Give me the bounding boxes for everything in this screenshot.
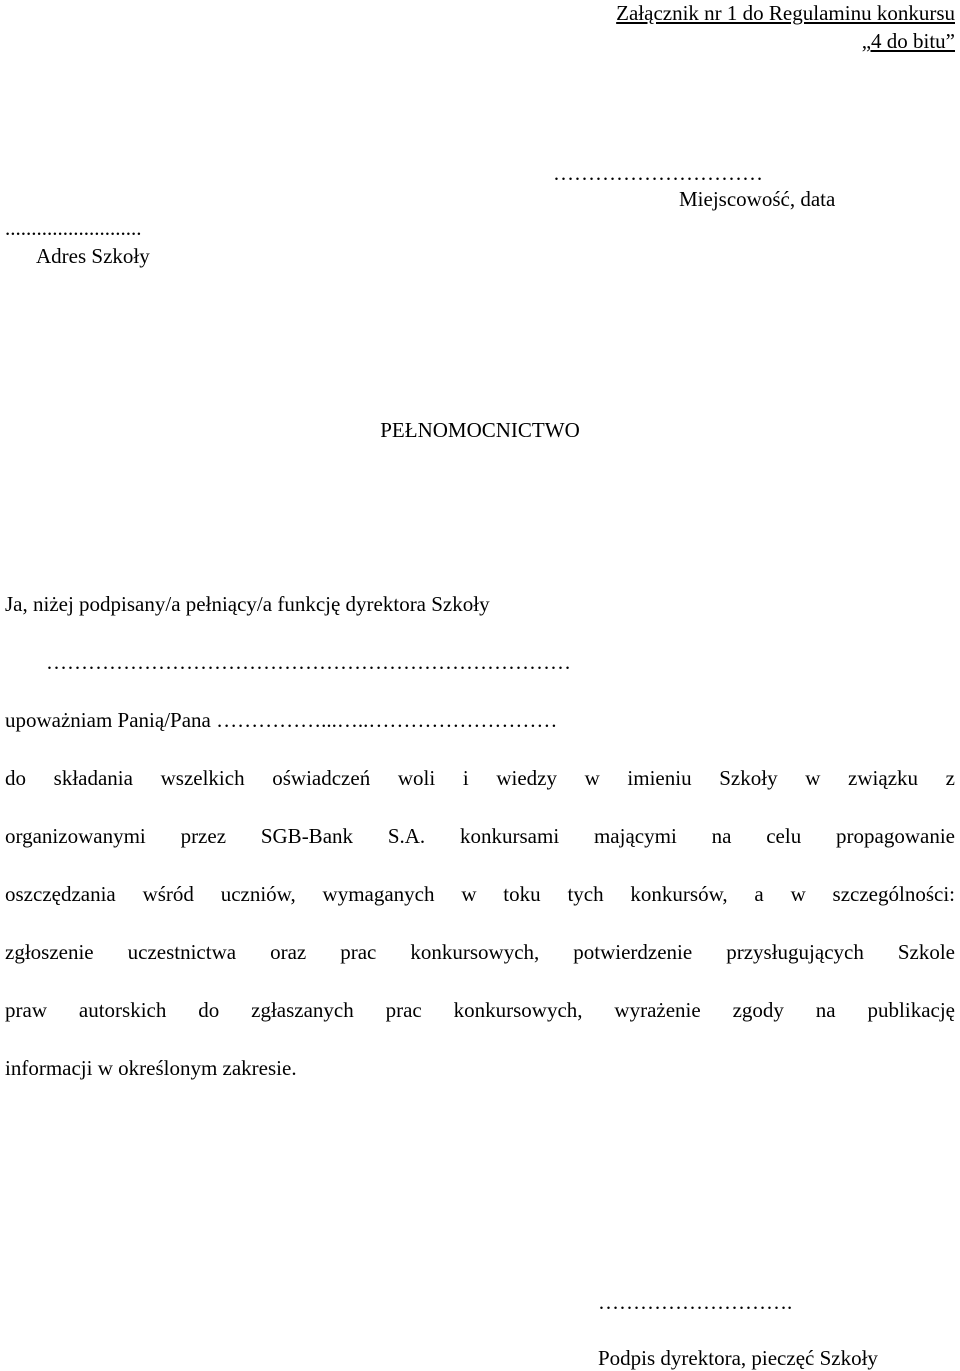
authorize-line: upoważniam Panią/Pana ……………...…..……………………… [5, 708, 558, 732]
place-date-label: Miejscowość, data [679, 187, 836, 211]
director-name-dots: ………………………………………………………………… [46, 650, 571, 674]
school-address-label: Adres Szkoły [36, 244, 150, 268]
annex-header-line1: Załącznik nr 1 do Regulaminu konkursu [616, 1, 955, 25]
intro-line: Ja, niżej podpisany/a pełniący/a funkcję dyrektora Szkoły [5, 592, 490, 616]
paragraph-line-3: oszczędzania wśród uczniów, wymaganych w toku tych konkursów, a w szczególności: [5, 884, 955, 906]
paragraph-line-4: zgłoszenie uczestnictwa oraz prac konkursowych, potwierdzenie przysługujących Szkole [5, 942, 955, 964]
paragraph-line-5: praw autorskich do zgłaszanych prac konkursowych, wyrażenie zgody na publikację [5, 1000, 955, 1022]
paragraph-line-2: organizowanymi przez SGB-Bank S.A. konkursami mającymi na celu propagowanie [5, 826, 955, 848]
place-date-dots: ………………………… [553, 161, 763, 185]
paragraph-last-line: informacji w określonym zakresie. [5, 1056, 297, 1080]
signature-dots: ………………………. [598, 1290, 793, 1314]
school-address-dots: .......................... [5, 216, 142, 240]
signature-label: Podpis dyrektora, pieczęć Szkoły [598, 1346, 878, 1370]
paragraph-line-1: do składania wszelkich oświadczeń woli i wiedzy w imieniu Szkoły w związku z [5, 768, 955, 790]
document-title: PEŁNOMOCNICTWO [380, 418, 580, 442]
annex-header-line2: „4 do bitu” [861, 29, 955, 53]
